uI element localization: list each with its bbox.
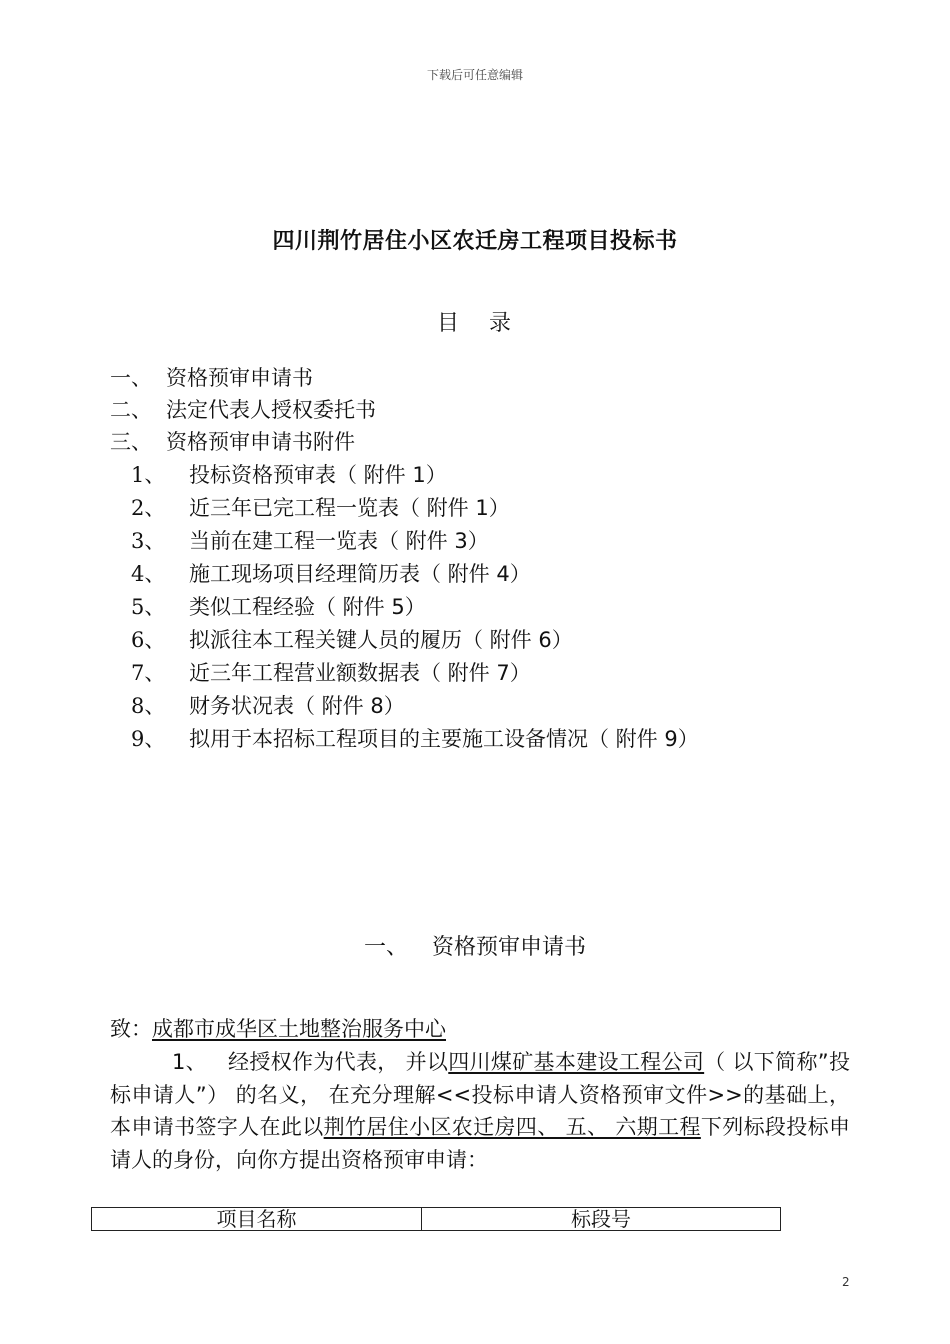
letter-recipient <box>110 1013 850 1046</box>
toc-item-num: 2、 <box>131 496 166 520</box>
table-header-cell: 标段号 <box>422 1208 781 1231</box>
page-number: 2 <box>842 1275 850 1289</box>
header-note: 下载后可任意编辑 <box>426 68 523 82</box>
recipient-prefix: 致： <box>110 1017 152 1041</box>
toc-section-num: 二、 <box>110 398 152 422</box>
toc-item-text: 拟用于本招标工程项目的主要施工设备情况（ 附件 9） <box>189 727 699 751</box>
toc-item-num: 8、 <box>131 694 166 718</box>
toc-item-num: 7、 <box>131 661 166 685</box>
toc-item-num: 6、 <box>131 628 166 652</box>
section-title <box>0 930 950 961</box>
toc-heading-part1: 目 <box>436 311 461 336</box>
toc-item-text: 施工现场项目经理简历表（ 附件 4） <box>189 562 531 586</box>
section-title-num: 一、 <box>363 935 408 960</box>
toc-item-text: 拟派往本工程关键人员的履历（ 附件 6） <box>189 628 573 652</box>
bidder-company: 四川煤矿基本建设工程公司 <box>448 1050 705 1074</box>
toc-item-num: 1、 <box>131 463 166 487</box>
toc-section-num: 一、 <box>110 366 152 390</box>
toc-item-num: 4、 <box>131 562 166 586</box>
toc-item-num: 5、 <box>131 595 166 619</box>
toc-item-text: 近三年已完工程一览表（ 附件 1） <box>189 496 510 520</box>
toc-item-text: 近三年工程营业额数据表（ 附件 7） <box>189 661 531 685</box>
letter-paragraph-1 <box>110 1046 850 1176</box>
toc-item-text: 当前在建工程一览表（ 附件 3） <box>189 529 489 553</box>
paragraph-num: 1、 <box>172 1050 208 1074</box>
toc-heading <box>0 306 950 337</box>
toc-section-text: 法定代表人授权委托书 <box>166 398 376 422</box>
toc-item-num: 3、 <box>131 529 166 553</box>
section-title-text: 资格预审申请书 <box>432 935 587 960</box>
paragraph-text-a: 经授权作为代表， 并以 <box>228 1050 449 1074</box>
toc-item-text: 财务状况表（ 附件 8） <box>189 694 405 718</box>
toc-section-num: 三、 <box>110 430 152 454</box>
toc-item-text: 类似工程经验（ 附件 5） <box>189 595 426 619</box>
table-header-cell: 项目名称 <box>92 1208 422 1231</box>
project-table <box>91 1207 781 1231</box>
toc-section-text: 资格预审申请书 <box>166 366 313 390</box>
document-title: 四川荆竹居住小区农迁房工程项目投标书 <box>272 229 678 254</box>
toc-item-text: 投标资格预审表（ 附件 1） <box>189 463 447 487</box>
toc-heading-part2: 录 <box>489 311 514 336</box>
project-name: 荆竹居住小区农迁房四、 五、 六期工程 <box>323 1115 701 1139</box>
paragraph-text-c: 下列标段投标申请人的身份，向你方提出资格预审申请： <box>110 1115 851 1172</box>
toc-item-num: 9、 <box>131 727 166 751</box>
recipient-org: 成都市成华区土地整治服务中心 <box>152 1017 446 1041</box>
paragraph-text-b: （ 以下简称”投标申请人”） 的名义， 在充分理解<<投标申请人资格预审文件>>的基础上，本申请书签字人在此以 <box>110 1050 850 1139</box>
toc-section-text: 资格预审申请书附件 <box>166 430 355 454</box>
table-header-row <box>92 1208 781 1231</box>
